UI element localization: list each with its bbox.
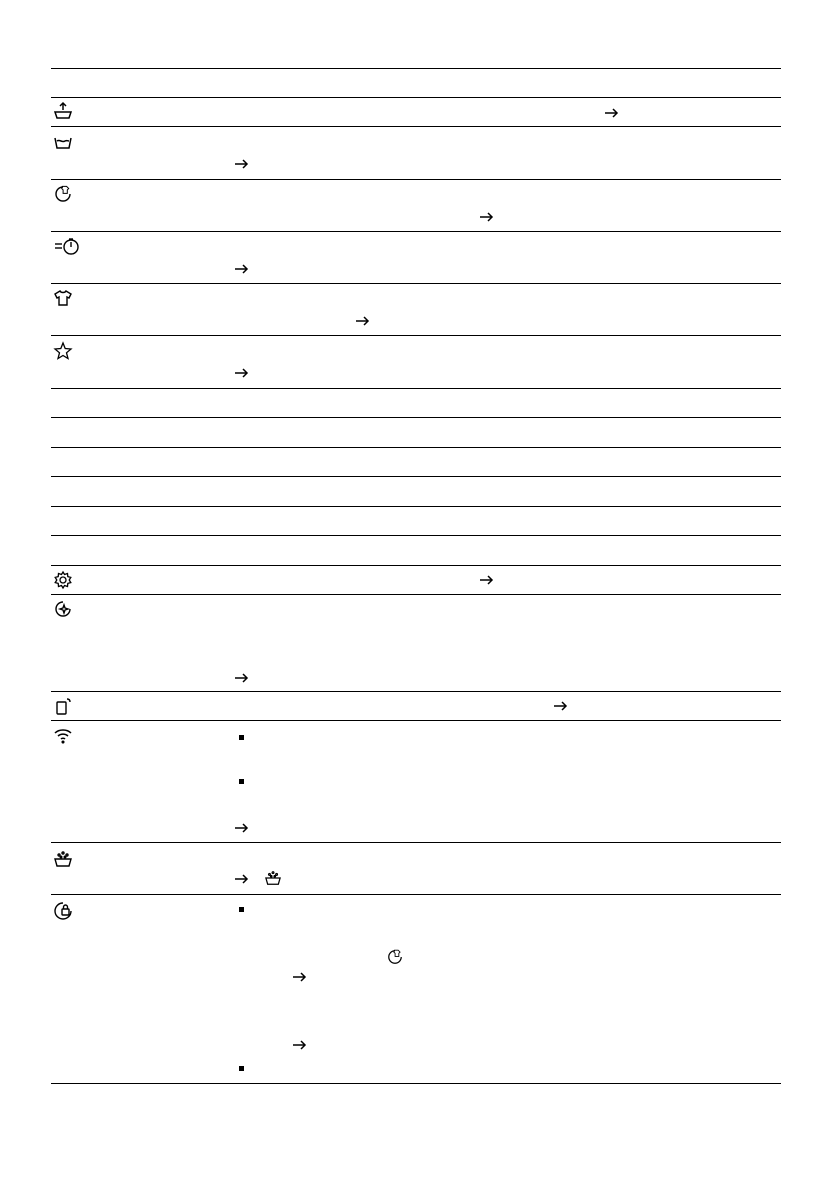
arrow-icon xyxy=(235,823,249,833)
manual-table xyxy=(51,0,781,1191)
shirt-icon xyxy=(54,289,72,307)
basin-bubbles-icon xyxy=(54,850,72,868)
row-divider xyxy=(51,842,781,843)
row-divider xyxy=(51,447,781,448)
gear-icon xyxy=(54,571,72,589)
arrow-icon xyxy=(235,368,249,378)
row-divider xyxy=(51,565,781,566)
arrow-icon xyxy=(235,264,249,274)
row-divider xyxy=(51,894,781,895)
remote-phone-icon xyxy=(54,697,72,715)
row-divider xyxy=(51,691,781,692)
basin-remove-icon xyxy=(54,102,72,120)
bullet-marker xyxy=(239,779,244,784)
lock-timer-icon xyxy=(54,902,72,920)
shirt-timer-icon xyxy=(387,949,403,965)
row-divider xyxy=(51,335,781,336)
arrow-icon xyxy=(605,108,619,118)
table-bottom-rule xyxy=(51,1083,781,1084)
speed-timer-icon xyxy=(54,237,80,255)
row-divider xyxy=(51,535,781,536)
row-divider xyxy=(51,417,781,418)
row-divider xyxy=(51,97,781,98)
arrow-icon xyxy=(356,316,370,326)
shirt-timer-icon xyxy=(54,185,72,203)
row-divider xyxy=(51,388,781,389)
star-icon xyxy=(54,342,72,360)
row-divider xyxy=(51,594,781,595)
basin-bubbles-icon xyxy=(265,870,281,886)
row-divider xyxy=(51,179,781,180)
arrow-icon xyxy=(235,874,249,884)
arrow-icon xyxy=(554,701,568,711)
row-divider xyxy=(51,720,781,721)
arrow-icon xyxy=(235,673,249,683)
bullet-marker xyxy=(239,735,244,740)
arrow-icon xyxy=(293,1040,307,1050)
row-divider xyxy=(51,476,781,477)
bullet-marker xyxy=(239,1066,244,1071)
arrow-icon xyxy=(235,159,249,169)
arrow-icon xyxy=(293,972,307,982)
arrow-icon xyxy=(480,575,494,585)
tub-icon xyxy=(54,134,72,152)
arrow-icon xyxy=(480,212,494,222)
sparkle-timer-icon xyxy=(54,600,72,618)
row-divider xyxy=(51,283,781,284)
wifi-icon xyxy=(54,727,72,745)
row-divider xyxy=(51,231,781,232)
row-divider xyxy=(51,126,781,127)
bullet-marker xyxy=(239,907,244,912)
row-divider xyxy=(51,506,781,507)
table-top-rule xyxy=(51,68,781,69)
